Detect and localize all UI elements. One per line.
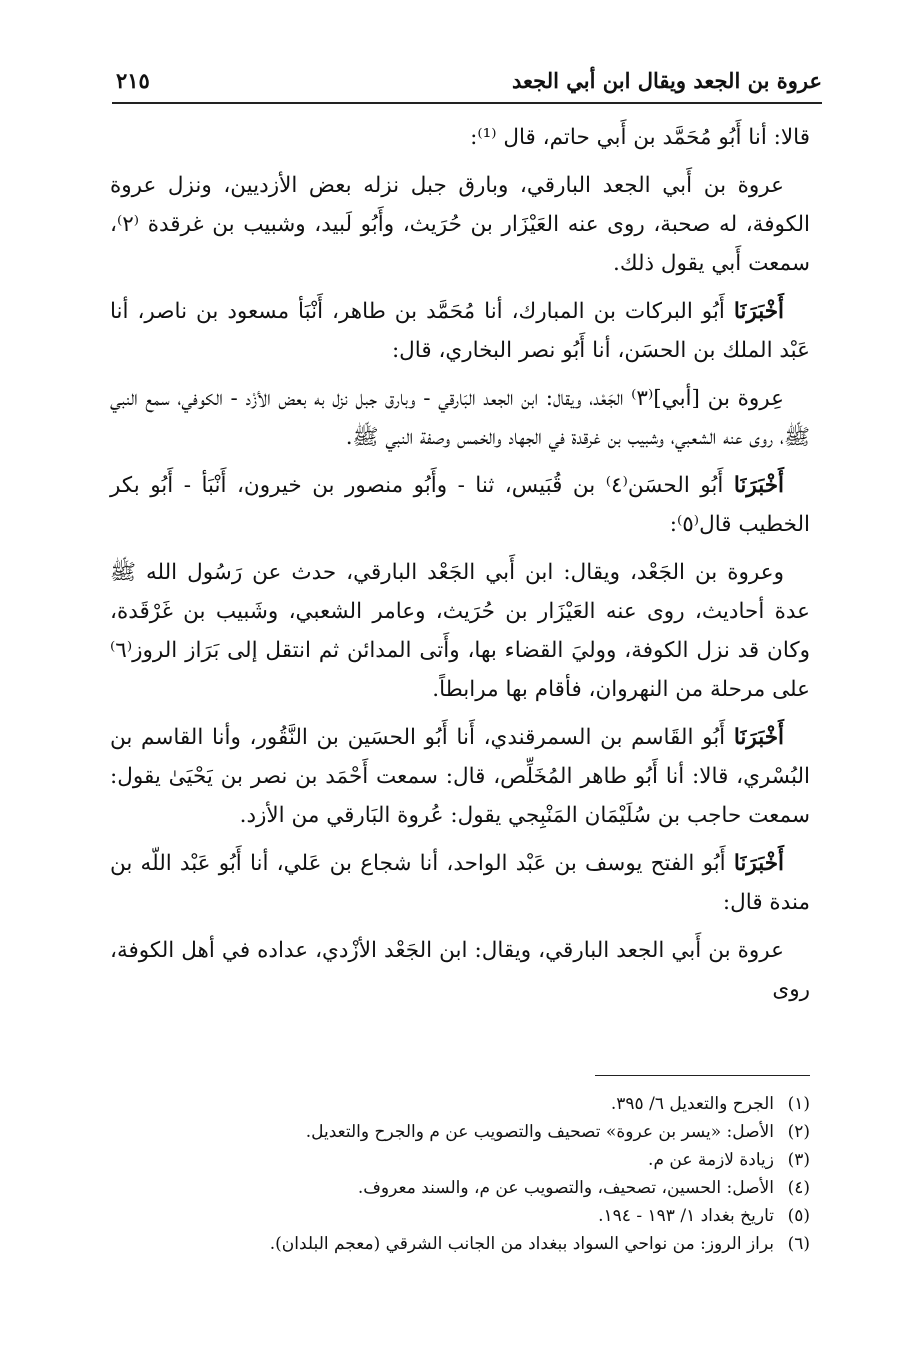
paragraph [110, 718, 810, 835]
running-head-title: عروة بن الجعد ويقال ابن أبي الجعد [512, 68, 822, 93]
footnote-text: الأصل: «يسر بن عروة» تصحيف والتصويب عن م والجرح والتعديل. [305, 1122, 774, 1142]
paragraph-text: عروة بن أَبي الجعد البارقي، وبارق جبل نزله بعض الأزديين، ونزل عروة الكوفة، له صحبة، روى عنه العَيْزَار بن حُرَيث، وأَبُو لَبيد، وشبيب بن غرقدة ⁽٢⁾، سمعت أَبي يقول ذلك. [110, 173, 810, 276]
footnote-number: (١) [787, 1094, 810, 1114]
footnote [110, 1202, 810, 1230]
paragraph [110, 844, 810, 922]
paragraph-text: أَبُو الفتح يوسف بن عَبْد الواحد، أنا شجاع بن عَلي، أنا أَبُو عَبْد اللّه بن مندة قال: [110, 851, 810, 915]
footnote-number: (٦) [787, 1234, 810, 1254]
footnote-text: الجرح والتعديل ٦/ ٣٩٥. [610, 1094, 774, 1114]
paragraph [110, 166, 810, 283]
footnotes [110, 1090, 810, 1258]
footnote-number: (٢) [787, 1122, 810, 1142]
footnote-text: تاريخ بغداد ١/ ١٩٣ - ١٩٤. [598, 1206, 774, 1226]
akhbarana-keyword: أَخْبَرَنَا [733, 473, 784, 498]
footnote-number: (٣) [787, 1150, 810, 1170]
paragraph-text: عِروة بن [أبي]⁽٣⁾ الجَعْد، ويقال: ابن الجعد البَارقي - وبارق جبل نزل به بعض الأزْد - الكوفي، سمع النبي ﷺ، روى عنه الشعبي، وشبيب بن غرقدة في الجهاد والخمس وصفة النبي ﷺ. [110, 386, 810, 450]
paragraph-text: قالا: أنا أَبُو مُحَمَّد بن أَبي حاتم، قال ⁽¹⁾: [470, 125, 810, 150]
footnote-number: (٤) [787, 1178, 810, 1198]
running-head [112, 62, 822, 104]
paragraph-text: أَبُو الحسَن⁽٤⁾ بن قُبَيس، ثنا - وأَبُو منصور بن خيرون، أَنْبَأ - أَبُو بكر الخطيب قال⁽٥⁾: [110, 473, 810, 537]
footnote [110, 1146, 810, 1174]
akhbarana-keyword: أَخْبَرَنَا [733, 725, 784, 750]
footnote-text: الأصل: الحسين، تصحيف، والتصويب عن م، والسند معروف. [357, 1178, 774, 1198]
footnote-text: زيادة لازمة عن م. [648, 1150, 774, 1170]
paragraph [110, 292, 810, 370]
paragraph [110, 379, 810, 457]
footnote-number: (٥) [787, 1206, 810, 1226]
paragraph [110, 553, 810, 709]
footnote [110, 1090, 810, 1118]
footnote [110, 1174, 810, 1202]
footnote [110, 1118, 810, 1146]
akhbarana-keyword: أَخْبَرَنَا [733, 299, 784, 324]
paragraph [110, 931, 810, 1009]
paragraph [110, 118, 810, 157]
paragraph-text: عروة بن أَبي الجعد البارقي، ويقال: ابن الجَعْد الأزْدي، عداده في أهل الكوفة، روى [110, 938, 810, 1002]
main-text [110, 118, 810, 1018]
paragraph [110, 466, 810, 544]
page-number: ٢١٥ [116, 68, 150, 93]
paragraph-text: أَبُو القَاسم بن السمرقندي، أَنا أَبُو الحسَين بن النَّقُور، وأنا القاسم بن البُسْري، قالا: أنا أَبُو طاهر المُخَلِّص، قال: سمعت أَحْمَد بن نصر بن يَحْيَىٰ يقول: سمعت حاجب بن سُلَيْمَان المَنْبِجي يقول: عُروة البَارقي من الأزد. [110, 725, 810, 828]
footnote-divider [595, 1075, 810, 1076]
paragraph-text: وعروة بن الجَعْد، ويقال: ابن أَبي الجَعْد البارقي، حدث عن رَسُول الله ﷺ عدة أحاديث، روى عنه العَيْزَار بن حُرَيث، وعامر الشعبي، وشَبيب بن غَرْقَدة، وكان قد نزل الكوفة، ووليَ القضاء بها، وأَتى المدائن ثم انتقل إلى بَرَاز الروز⁽٦⁾ على مرحلة من النهروان، فأقام بها مرابطاً. [110, 560, 810, 702]
footnote [110, 1230, 810, 1258]
footnote-text: براز الروز: من نواحي السواد ببغداد من الجانب الشرقي (معجم البلدان). [269, 1234, 774, 1254]
paragraph-text: أَبُو البركات بن المبارك، أنا مُحَمَّد بن طاهر، أَنْبَأ مسعود بن ناصر، أنا عَبْد الملك بن الحسَن، أنا أَبُو نصر البخاري، قال: [110, 299, 810, 363]
akhbarana-keyword: أَخْبَرَنَا [733, 851, 784, 876]
